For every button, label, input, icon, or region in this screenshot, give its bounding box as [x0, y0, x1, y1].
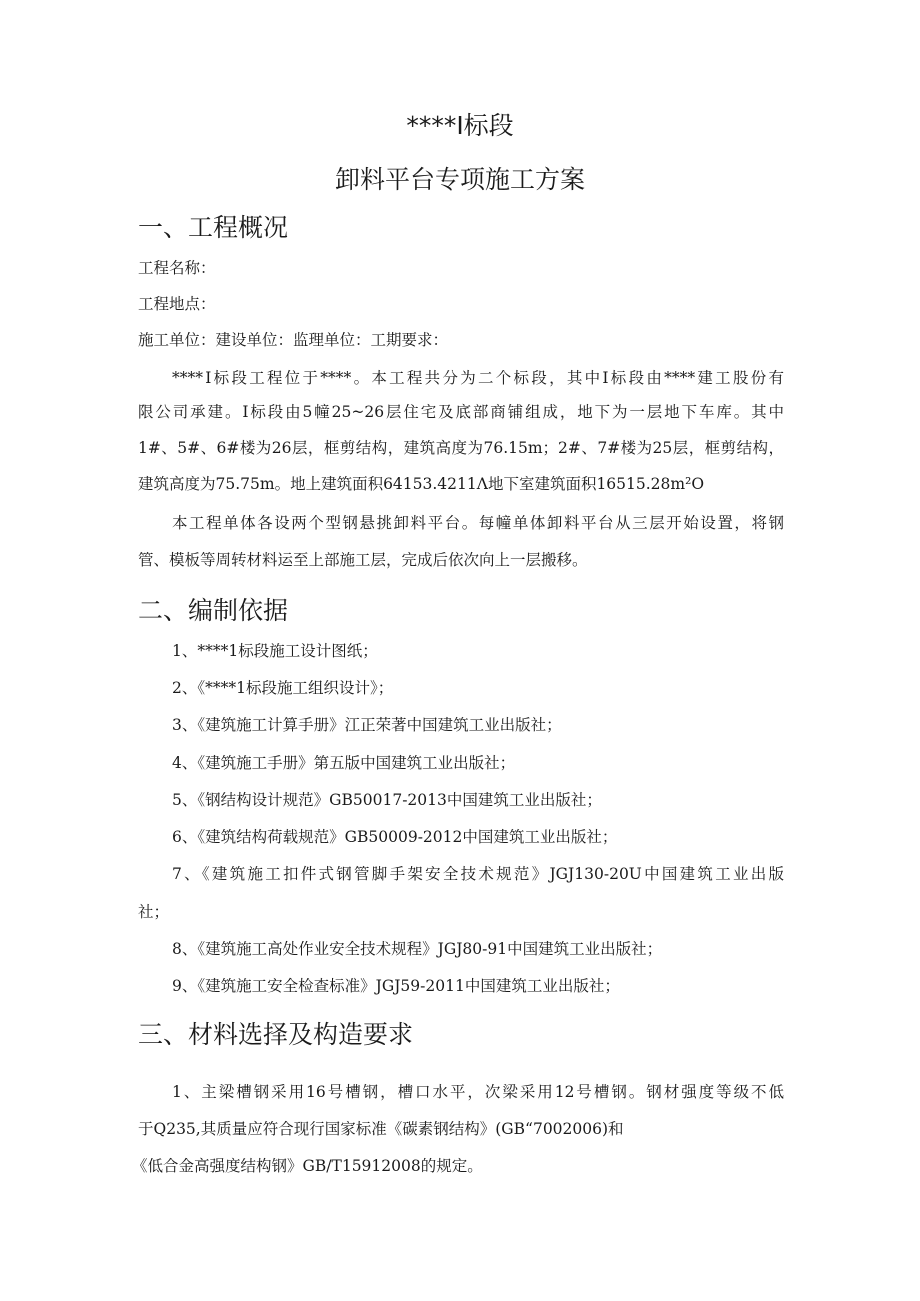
project-name-label: 工程名称： [138, 259, 216, 277]
section-heading-materials: 三、材料选择及构造要求 [138, 1020, 414, 1049]
materials-para-line: 1、主梁槽钢采用16号槽钢，槽口水平，次梁采用12号槽钢。钢材强度等级不低 [172, 1083, 784, 1101]
section-heading-basis: 二、编制依据 [138, 596, 289, 625]
basis-item: 2、《****1标段施工组织设计》； [172, 679, 394, 697]
basis-item: 3、《建筑施工计算手册》江正荣著中国建筑工业出版社； [172, 716, 562, 734]
materials-para-line: 《低合金高强度结构钢》GB/T15912008的规定。 [132, 1157, 483, 1175]
overview-para-line: ****Ⅰ标段工程位于****。本工程共分为二个标段，其中Ⅰ标段由****建工股份有 [172, 369, 784, 387]
materials-para-line: 于Q235,其质量应符合现行国家标准《碳素钢结构》(GB“7002006)和 [138, 1120, 624, 1138]
basis-item: 5、《钢结构设计规范》GB50017-2013中国建筑工业出版社； [172, 791, 602, 809]
section-heading-overview: 一、工程概况 [138, 213, 289, 242]
basis-item: 8、《建筑施工高处作业安全技术规程》JGJ80-91中国建筑工业出版社； [172, 940, 663, 958]
platform-para-line: 管、模板等周转材料运至上部施工层，完成后依次向上一层搬移。 [138, 551, 588, 569]
overview-para-line: 限公司承建。Ⅰ标段由5幢25~26层住宅及底部商铺组成，地下为一层地下车库。其中 [138, 403, 784, 421]
document-title: ****Ⅰ标段 [406, 111, 514, 140]
document-subtitle: 卸料平台专项施工方案 [334, 165, 585, 194]
project-location-label: 工程地点： [138, 295, 216, 313]
platform-para-line: 本工程单体各设两个型钢悬挑卸料平台。每幢单体卸料平台从三层开始设置，将钢 [172, 514, 784, 532]
basis-item: 6、《建筑结构荷载规范》GB50009-2012中国建筑工业出版社； [172, 828, 618, 846]
overview-para-line: 建筑高度为75.75m。地上建筑面积64153.4211Λ地下室建筑面积16515.28m²O [138, 475, 705, 493]
basis-item: 1、****1标段施工设计图纸； [172, 642, 378, 660]
basis-item: 4、《建筑施工手册》第五版中国建筑工业出版社； [172, 754, 516, 772]
units-line: 施工单位：建设单位：监理单位：工期要求： [138, 331, 449, 349]
basis-item: 7、《建筑施工扣件式钢管脚手架安全技术规范》JGJ130-20U中国建筑工业出版 [172, 865, 784, 883]
basis-item: 9、《建筑施工安全检查标准》JGJ59-2011中国建筑工业出版社； [172, 977, 620, 995]
overview-para-line: 1#、5#、6#楼为26层，框剪结构，建筑高度为76.15m；2#、7#楼为25层，框剪结构， [138, 439, 784, 457]
basis-item-continuation: 社； [138, 903, 170, 921]
